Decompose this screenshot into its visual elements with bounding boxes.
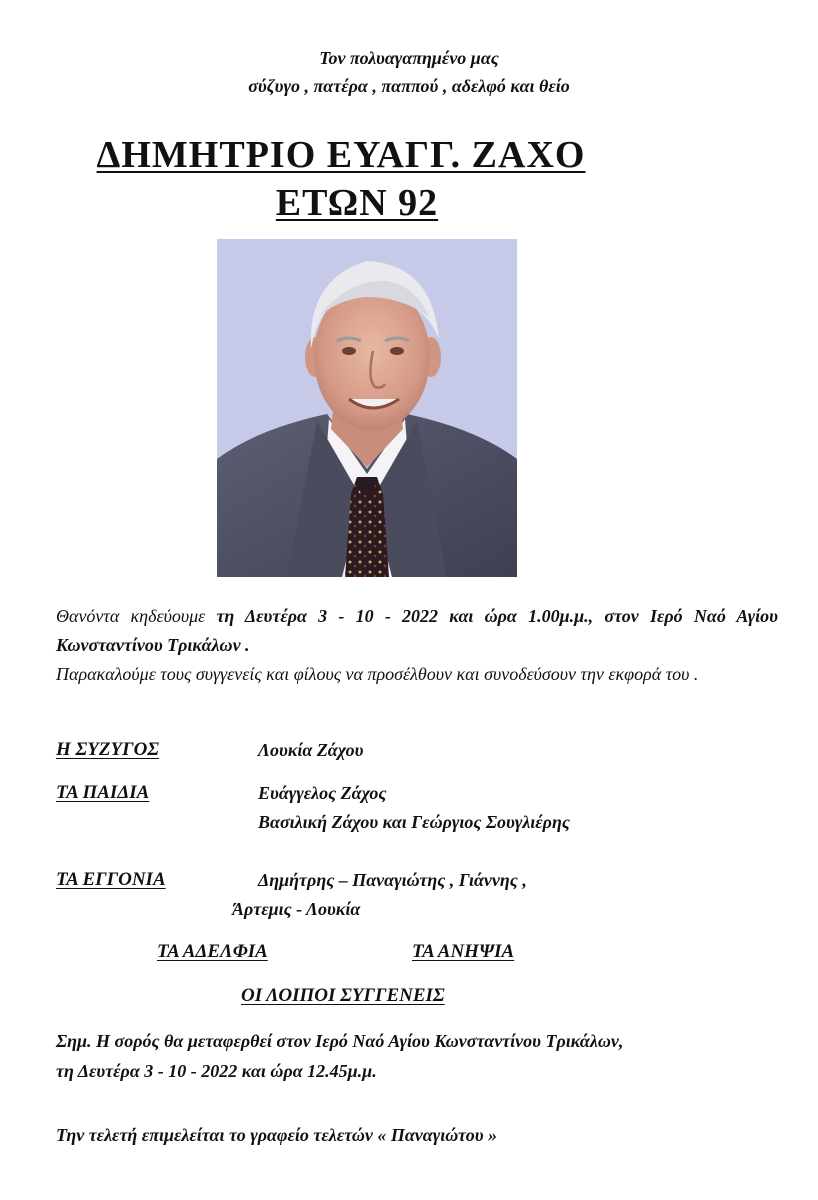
children-line-2: Βασιλική Ζάχου και Γεώργιος Σουγλιέρης [258,812,570,832]
spouse-label: Η ΣΥΖΥΓΟΣ [56,739,160,760]
funeral-announcement [56,602,778,660]
relatives-label: ΟΙ ΛΟΙΠΟΙ ΣΥΓΓΕΝΕΙΣ [241,985,445,1006]
note-line-2: τη Δευτέρα 3 - 10 - 2022 και ώρα 12.45μ.μ. [56,1061,377,1081]
funeral-home-credit: Την τελετή επιμελείται το γραφείο τελετών « Παναγιώτου » [56,1125,498,1145]
grandchildren-line-1: Δημήτρης – Παναγιώτης , Γιάννης , [258,870,527,890]
grandchildren-label: ΤΑ ΕΓΓΟΝΙΑ [56,869,166,890]
deceased-name-block [0,132,750,178]
grandchildren-line-2: Άρτεμις - Λουκία [232,899,361,919]
spouse-name: Λουκία Ζάχου [258,740,364,760]
deceased-name: ΔΗΜΗΤΡΙΟ ΕΥΑΓΓ. ΖΑΧΟ [96,134,586,176]
note-line-1: Σημ. Η σορός θα μεταφερθεί στον Ιερό Ναό Αγίου Κωνσταντίνου Τρικάλων, [56,1031,624,1051]
deceased-age-block [0,180,766,226]
funeral-request: Παρακαλούμε τους συγγενείς και φίλους να προσέλθουν και συνοδεύσουν την εκφορά του . [56,664,699,684]
nephews-label: ΤΑ ΑΝΗΨΙΑ [412,941,515,962]
portrait-photo [217,239,517,577]
children-label: ΤΑ ΠΑΙΔΙΑ [56,782,150,803]
funeral-date-location: τη Δευτέρα 3 - 10 - 2022 και ώρα 1.00μ.μ., στον Ιερό Ναό Αγίου Κωνσταντίνου Τρικάλων . [56,606,778,655]
funeral-intro-text: Θανόντα κηδεύουμε [56,606,217,626]
siblings-label: ΤΑ ΑΔΕΛΦΙΑ [157,941,268,962]
intro-line-1: Τον πολυαγαπημένο μας [319,48,499,68]
intro-line-2: σύζυγο , πατέρα , παππού , αδελφό και θείο [248,76,570,96]
children-line-1: Ευάγγελος Ζάχος [258,783,387,803]
deceased-age: ΕΤΩΝ 92 [275,182,439,224]
